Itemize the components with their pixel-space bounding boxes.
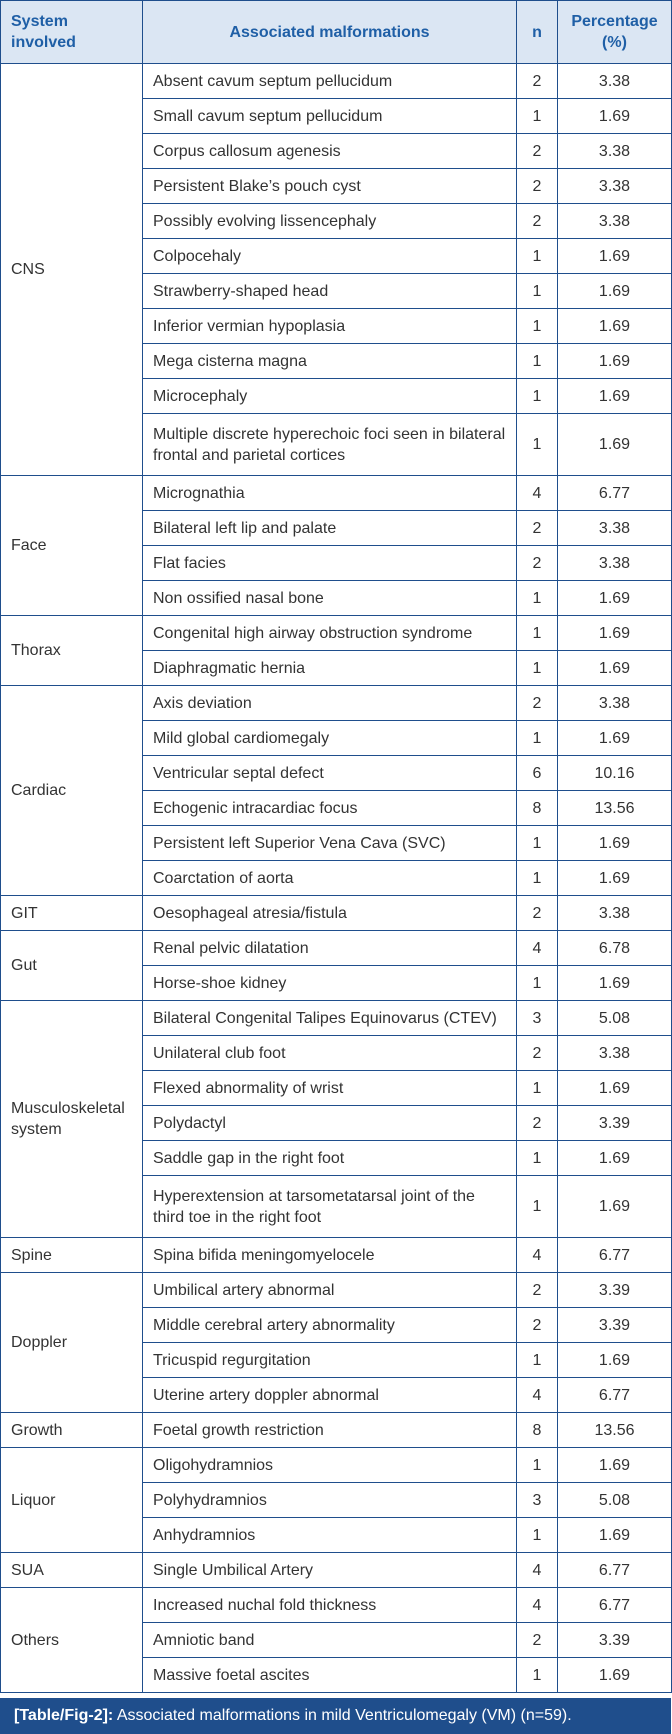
- table-row: [1, 686, 672, 721]
- percentage-cell: 1.69: [558, 1141, 672, 1176]
- n-cell: 1: [517, 616, 558, 651]
- n-cell: 2: [517, 64, 558, 99]
- malformation-cell: Multiple discrete hyperechoic foci seen in bilateral frontal and parietal cortices: [143, 414, 517, 476]
- malformation-cell: Echogenic intracardiac focus: [143, 791, 517, 826]
- malformation-cell: Corpus callosum agenesis: [143, 134, 517, 169]
- header-n: n: [517, 1, 558, 64]
- n-cell: 8: [517, 791, 558, 826]
- malformation-cell: Spina bifida meningomyelocele: [143, 1238, 517, 1273]
- malformation-cell: Congenital high airway obstruction syndrome: [143, 616, 517, 651]
- percentage-cell: 1.69: [558, 651, 672, 686]
- percentage-cell: 1.69: [558, 1518, 672, 1553]
- percentage-cell: 3.39: [558, 1273, 672, 1308]
- n-cell: 1: [517, 414, 558, 476]
- system-cell: Spine: [1, 1238, 143, 1273]
- table-row: [1, 1238, 672, 1273]
- malformation-cell: Oesophageal atresia/fistula: [143, 896, 517, 931]
- malformation-cell: Bilateral left lip and palate: [143, 511, 517, 546]
- percentage-cell: 3.38: [558, 204, 672, 239]
- table-body: [1, 64, 672, 1693]
- percentage-cell: 1.69: [558, 826, 672, 861]
- percentage-cell: 3.38: [558, 134, 672, 169]
- percentage-cell: 6.77: [558, 1588, 672, 1623]
- malformation-cell: Absent cavum septum pellucidum: [143, 64, 517, 99]
- malformation-cell: Colpocehaly: [143, 239, 517, 274]
- n-cell: 4: [517, 1238, 558, 1273]
- percentage-cell: 3.38: [558, 511, 672, 546]
- table-row: [1, 616, 672, 651]
- percentage-cell: 10.16: [558, 756, 672, 791]
- malformation-cell: Flat facies: [143, 546, 517, 581]
- n-cell: 8: [517, 1413, 558, 1448]
- system-cell: GIT: [1, 896, 143, 931]
- caption-text: Associated malformations in mild Ventriculomegaly (VM) (n=59).: [113, 1707, 572, 1724]
- percentage-cell: 6.77: [558, 1238, 672, 1273]
- n-cell: 4: [517, 931, 558, 966]
- percentage-cell: 3.38: [558, 1036, 672, 1071]
- malformation-cell: Middle cerebral artery abnormality: [143, 1308, 517, 1343]
- table-row: [1, 931, 672, 966]
- malformation-cell: Micrognathia: [143, 476, 517, 511]
- n-cell: 1: [517, 1176, 558, 1238]
- malformation-cell: Increased nuchal fold thickness: [143, 1588, 517, 1623]
- n-cell: 2: [517, 204, 558, 239]
- malformation-cell: Foetal growth restriction: [143, 1413, 517, 1448]
- percentage-cell: 1.69: [558, 581, 672, 616]
- system-cell: Others: [1, 1588, 143, 1693]
- malformation-cell: Diaphragmatic hernia: [143, 651, 517, 686]
- n-cell: 2: [517, 896, 558, 931]
- percentage-cell: 1.69: [558, 344, 672, 379]
- percentage-cell: 3.38: [558, 686, 672, 721]
- percentage-cell: 5.08: [558, 1001, 672, 1036]
- system-cell: Liquor: [1, 1448, 143, 1553]
- malformation-cell: Single Umbilical Artery: [143, 1553, 517, 1588]
- percentage-cell: 1.69: [558, 1658, 672, 1693]
- percentage-cell: 3.39: [558, 1623, 672, 1658]
- malformation-cell: Mild global cardiomegaly: [143, 721, 517, 756]
- malformation-cell: Oligohydramnios: [143, 1448, 517, 1483]
- header-malformations: Associated malformations: [143, 1, 517, 64]
- system-cell: SUA: [1, 1553, 143, 1588]
- percentage-cell: 1.69: [558, 414, 672, 476]
- n-cell: 2: [517, 546, 558, 581]
- malformation-cell: Saddle gap in the right foot: [143, 1141, 517, 1176]
- percentage-cell: 1.69: [558, 861, 672, 896]
- percentage-cell: 13.56: [558, 791, 672, 826]
- malformation-cell: Amniotic band: [143, 1623, 517, 1658]
- table-row: [1, 1273, 672, 1308]
- percentage-cell: 1.69: [558, 239, 672, 274]
- malformation-cell: Ventricular septal defect: [143, 756, 517, 791]
- percentage-cell: 6.78: [558, 931, 672, 966]
- table-row: [1, 64, 672, 99]
- percentage-cell: 3.38: [558, 169, 672, 204]
- percentage-cell: 1.69: [558, 274, 672, 309]
- table-row: [1, 1001, 672, 1036]
- system-cell: Gut: [1, 931, 143, 1001]
- malformation-cell: Non ossified nasal bone: [143, 581, 517, 616]
- n-cell: 4: [517, 1553, 558, 1588]
- n-cell: 1: [517, 379, 558, 414]
- percentage-cell: 1.69: [558, 309, 672, 344]
- n-cell: 1: [517, 274, 558, 309]
- malformation-cell: Persistent left Superior Vena Cava (SVC): [143, 826, 517, 861]
- n-cell: 4: [517, 1378, 558, 1413]
- percentage-cell: 3.38: [558, 896, 672, 931]
- n-cell: 2: [517, 1623, 558, 1658]
- percentage-cell: 1.69: [558, 99, 672, 134]
- percentage-cell: 1.69: [558, 1343, 672, 1378]
- table-row: [1, 476, 672, 511]
- malformation-cell: Persistent Blake’s pouch cyst: [143, 169, 517, 204]
- n-cell: 1: [517, 1448, 558, 1483]
- malformation-cell: Possibly evolving lissencephaly: [143, 204, 517, 239]
- system-cell: Cardiac: [1, 686, 143, 896]
- n-cell: 1: [517, 651, 558, 686]
- n-cell: 3: [517, 1001, 558, 1036]
- percentage-cell: 3.38: [558, 546, 672, 581]
- header-system: System involved: [1, 1, 143, 64]
- n-cell: 2: [517, 169, 558, 204]
- header-percentage: Percentage (%): [558, 1, 672, 64]
- percentage-cell: 3.38: [558, 64, 672, 99]
- n-cell: 6: [517, 756, 558, 791]
- malformation-cell: Small cavum septum pellucidum: [143, 99, 517, 134]
- n-cell: 1: [517, 581, 558, 616]
- percentage-cell: 3.39: [558, 1106, 672, 1141]
- n-cell: 1: [517, 861, 558, 896]
- table-row: [1, 896, 672, 931]
- n-cell: 2: [517, 1273, 558, 1308]
- n-cell: 1: [517, 1141, 558, 1176]
- n-cell: 2: [517, 1036, 558, 1071]
- table-row: [1, 1588, 672, 1623]
- malformation-cell: Axis deviation: [143, 686, 517, 721]
- malformation-cell: Inferior vermian hypoplasia: [143, 309, 517, 344]
- system-cell: Thorax: [1, 616, 143, 686]
- system-cell: Face: [1, 476, 143, 616]
- n-cell: 1: [517, 344, 558, 379]
- n-cell: 3: [517, 1483, 558, 1518]
- n-cell: 1: [517, 721, 558, 756]
- percentage-cell: 1.69: [558, 966, 672, 1001]
- system-cell: Doppler: [1, 1273, 143, 1413]
- percentage-cell: 13.56: [558, 1413, 672, 1448]
- percentage-cell: 5.08: [558, 1483, 672, 1518]
- malformation-cell: Microcephaly: [143, 379, 517, 414]
- malformation-cell: Umbilical artery abnormal: [143, 1273, 517, 1308]
- percentage-cell: 1.69: [558, 721, 672, 756]
- percentage-cell: 6.77: [558, 476, 672, 511]
- n-cell: 2: [517, 686, 558, 721]
- malformation-cell: Polydactyl: [143, 1106, 517, 1141]
- n-cell: 1: [517, 1071, 558, 1106]
- n-cell: 2: [517, 1308, 558, 1343]
- caption-label: [Table/Fig-2]:: [14, 1707, 114, 1724]
- percentage-cell: 1.69: [558, 616, 672, 651]
- table-row: [1, 1448, 672, 1483]
- malformation-cell: Renal pelvic dilatation: [143, 931, 517, 966]
- malformation-cell: Polyhydramnios: [143, 1483, 517, 1518]
- malformation-cell: Strawberry-shaped head: [143, 274, 517, 309]
- percentage-cell: 1.69: [558, 1071, 672, 1106]
- header-row: [1, 1, 672, 64]
- malformation-cell: Coarctation of aorta: [143, 861, 517, 896]
- table-row: [1, 1413, 672, 1448]
- system-cell: Growth: [1, 1413, 143, 1448]
- n-cell: 1: [517, 239, 558, 274]
- n-cell: 1: [517, 99, 558, 134]
- malformation-cell: Unilateral club foot: [143, 1036, 517, 1071]
- malformation-cell: Massive foetal ascites: [143, 1658, 517, 1693]
- malformation-cell: Uterine artery doppler abnormal: [143, 1378, 517, 1413]
- n-cell: 1: [517, 1343, 558, 1378]
- percentage-cell: 1.69: [558, 379, 672, 414]
- percentage-cell: 1.69: [558, 1176, 672, 1238]
- n-cell: 2: [517, 511, 558, 546]
- malformation-cell: Bilateral Congenital Talipes Equinovarus (CTEV): [143, 1001, 517, 1036]
- percentage-cell: 6.77: [558, 1378, 672, 1413]
- table-caption: [0, 1698, 671, 1734]
- malformation-cell: Hyperextension at tarsometatarsal joint of the third toe in the right foot: [143, 1176, 517, 1238]
- n-cell: 2: [517, 1106, 558, 1141]
- n-cell: 4: [517, 476, 558, 511]
- n-cell: 1: [517, 1518, 558, 1553]
- percentage-cell: 1.69: [558, 1448, 672, 1483]
- malformation-cell: Flexed abnormality of wrist: [143, 1071, 517, 1106]
- percentage-cell: 3.39: [558, 1308, 672, 1343]
- percentage-cell: 6.77: [558, 1553, 672, 1588]
- table-row: [1, 1553, 672, 1588]
- n-cell: 2: [517, 134, 558, 169]
- n-cell: 1: [517, 309, 558, 344]
- malformation-cell: Mega cisterna magna: [143, 344, 517, 379]
- n-cell: 1: [517, 966, 558, 1001]
- n-cell: 1: [517, 826, 558, 861]
- malformation-cell: Horse-shoe kidney: [143, 966, 517, 1001]
- n-cell: 1: [517, 1658, 558, 1693]
- system-cell: Musculoskeletal system: [1, 1001, 143, 1238]
- malformation-cell: Tricuspid regurgitation: [143, 1343, 517, 1378]
- system-cell: CNS: [1, 64, 143, 476]
- n-cell: 4: [517, 1588, 558, 1623]
- malformation-cell: Anhydramnios: [143, 1518, 517, 1553]
